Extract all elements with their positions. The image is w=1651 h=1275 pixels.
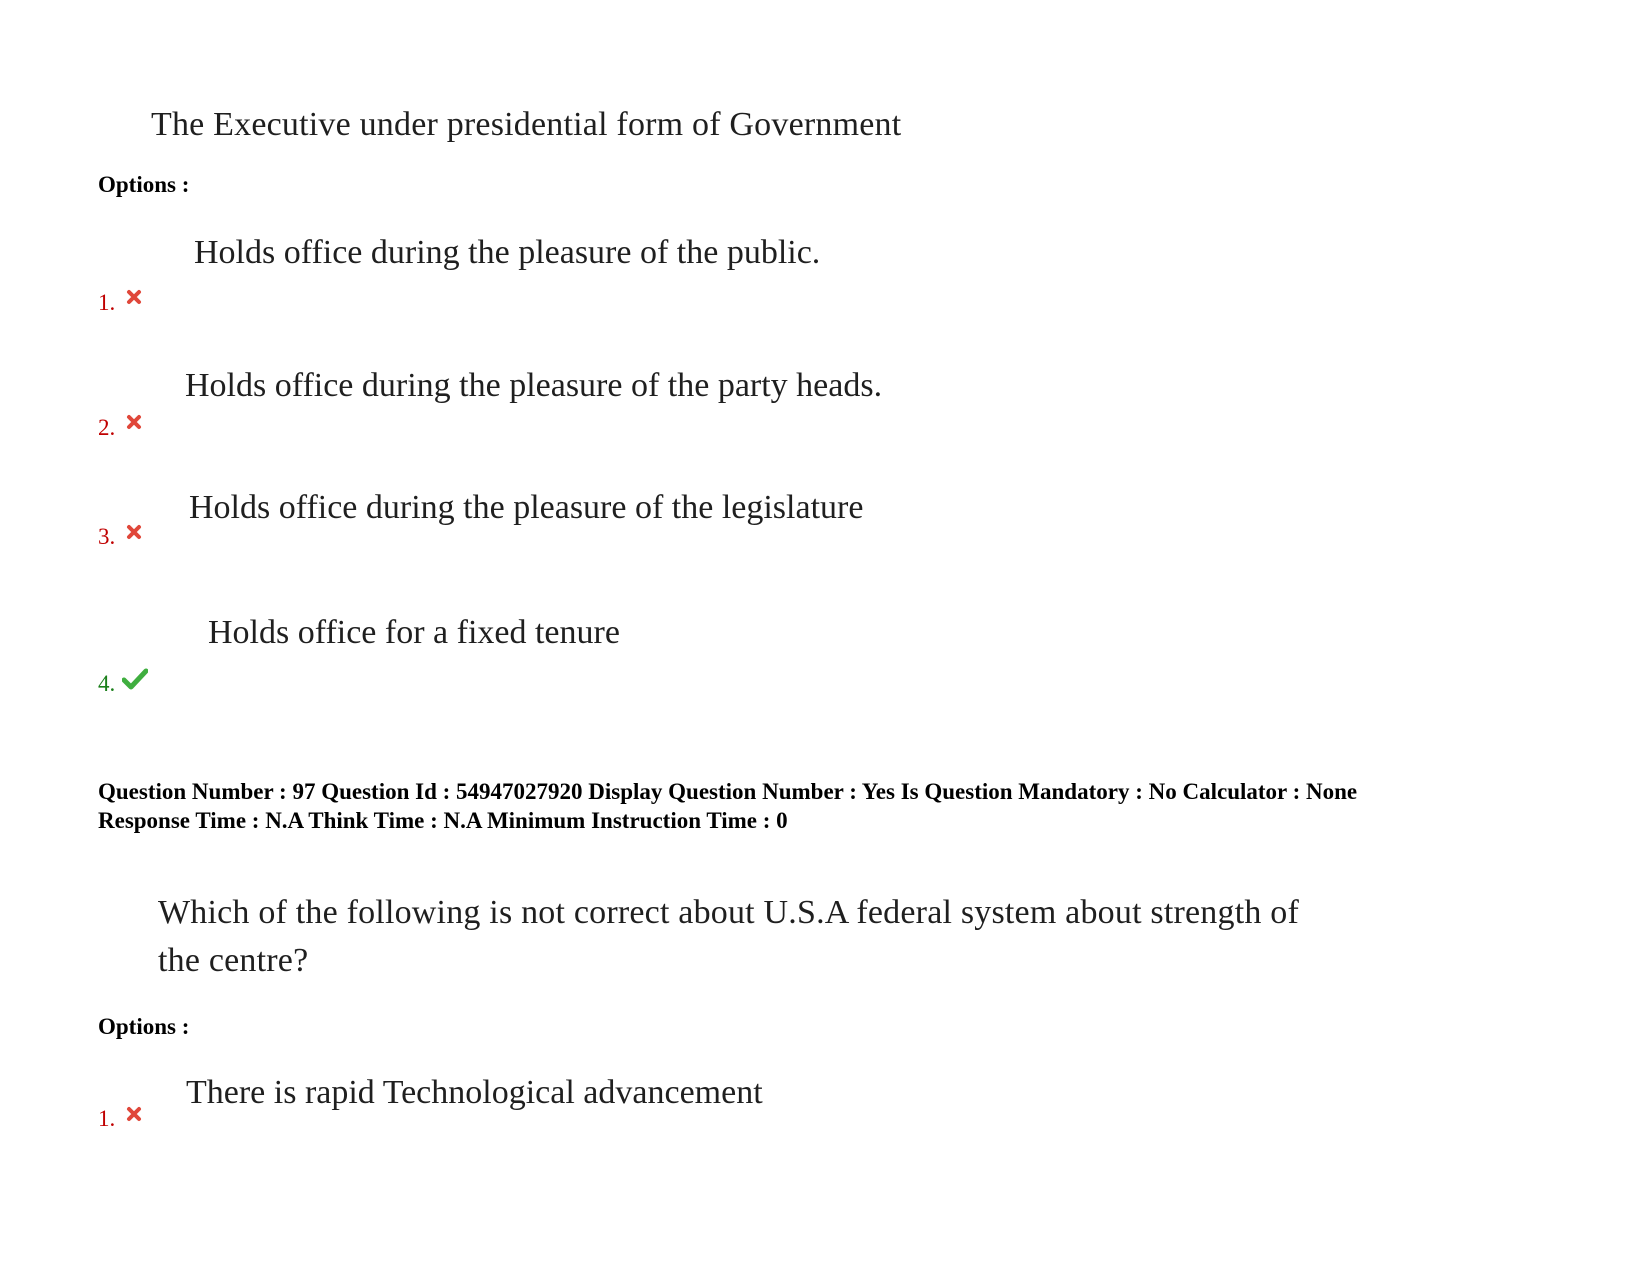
cross-icon (126, 289, 142, 305)
option-text: Holds office during the pleasure of the legislature (189, 489, 864, 526)
option-number (98, 415, 115, 441)
option-number (98, 671, 115, 697)
option-number-label: 2. (98, 415, 116, 440)
question-text-line1: Which of the following is not correct about U.S.A federal system about strength of (158, 894, 1299, 931)
option-number-label: 1. (98, 290, 116, 315)
question-meta-line2: Response Time : N.A Think Time : N.A Minimum Instruction Time : 0 (98, 808, 788, 833)
option-text: Holds office during the pleasure of the public. (194, 234, 821, 271)
option-number-label: 4. (98, 671, 116, 696)
option-text: There is rapid Technological advancement (186, 1074, 763, 1111)
question-text: The Executive under presidential form of Government (151, 106, 902, 143)
cross-icon (126, 414, 142, 430)
option-number (98, 1106, 115, 1132)
option-text: Holds office for a fixed tenure (208, 614, 620, 651)
option-number (98, 524, 115, 550)
option-text: Holds office during the pleasure of the party heads. (185, 367, 883, 404)
question-text-line2: the centre? (158, 942, 309, 979)
cross-icon (126, 524, 142, 540)
question-meta-line1: Question Number : 97 Question Id : 54947027920 Display Question Number : Yes Is Question Mandatory : No Calculator : None (98, 779, 1358, 804)
check-icon (122, 668, 148, 690)
option-number (98, 290, 115, 316)
cross-icon (126, 1106, 142, 1122)
options-label: Options : (98, 1014, 190, 1039)
option-number-label: 1. (98, 1106, 116, 1131)
options-label: Options : (98, 172, 190, 197)
option-number-label: 3. (98, 524, 116, 549)
